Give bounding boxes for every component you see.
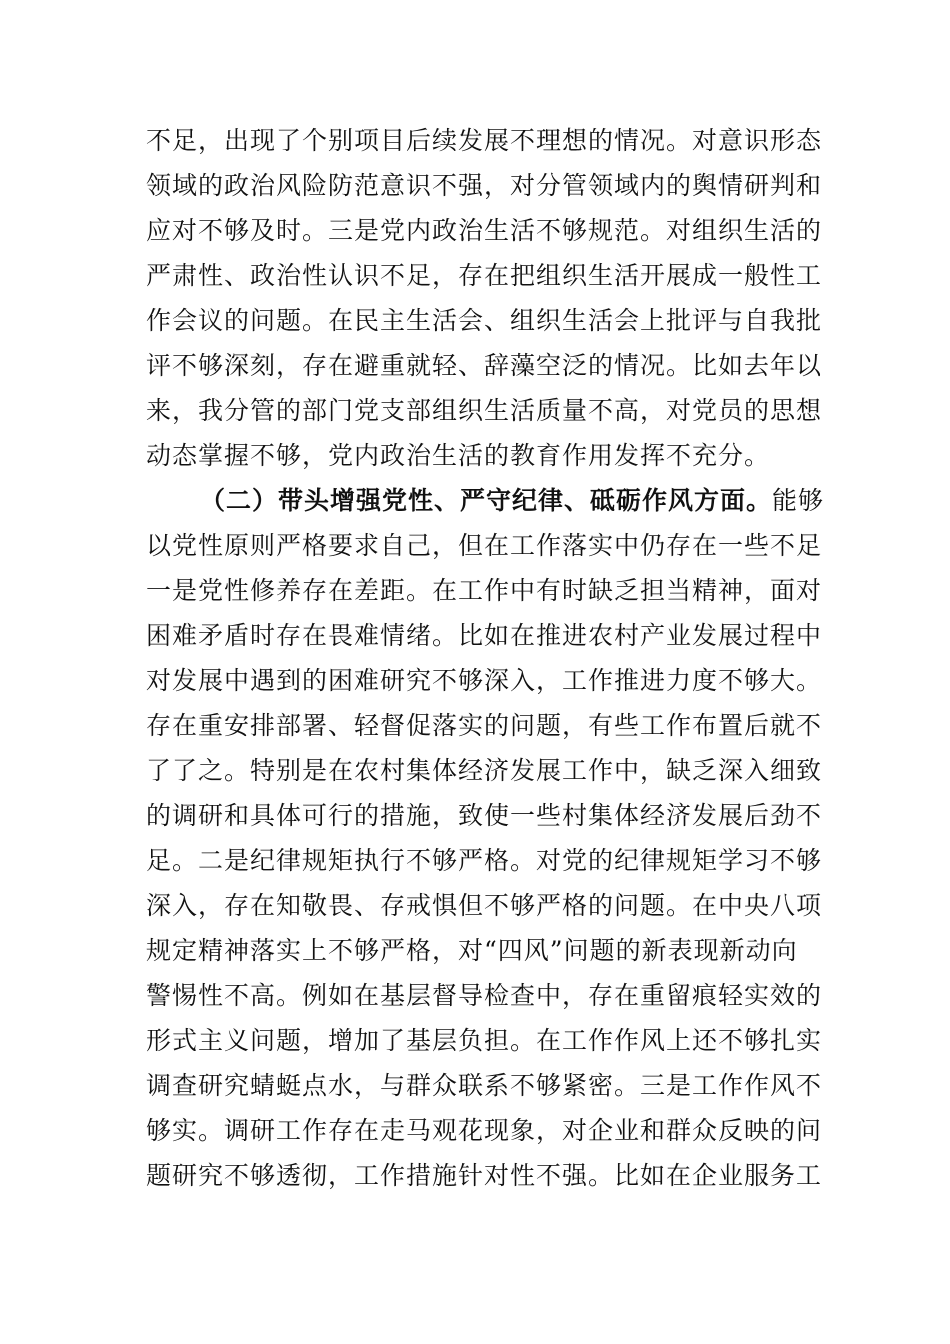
text-line: 形式主义问题，增加了基层负担。在工作作风上还不够扎实: [146, 1026, 823, 1055]
text-line: 警惕性不高。例如在基层督导检查中，存在重留痕轻实效的: [146, 981, 823, 1010]
text-line: 评不够深刻，存在避重就轻、辞藻空泛的情况。比如去年以: [146, 351, 823, 380]
text-line: 应对不够及时。三是党内政治生活不够规范。对组织生活的: [146, 216, 823, 245]
text-line: 足。二是纪律规矩执行不够严格。对党的纪律规矩学习不够: [146, 846, 823, 875]
text-line: 够实。调研工作存在走马观花现象，对企业和群众反映的问: [146, 1116, 823, 1145]
section-heading: （二）带头增强党性、严守纪律、砥砺作风方面。: [200, 486, 773, 515]
paragraph-first-line: [146, 478, 825, 523]
text-line: 严肃性、政治性认识不足，存在把组织生活开展成一般性工: [146, 261, 823, 290]
text-fragment: 能够: [772, 486, 825, 515]
text-line: 以党性原则严格要求自己，但在工作落实中仍存在一些不足: [146, 531, 823, 560]
text-line: 困难矛盾时存在畏难情绪。比如在推进农村产业发展过程中: [146, 621, 823, 650]
text-line: 动态掌握不够，党内政治生活的教育作用发挥不充分。: [146, 441, 771, 470]
text-line: 对发展中遇到的困难研究不够深入，工作推进力度不够大。: [146, 666, 823, 695]
text-line: 调查研究蜻蜓点水，与群众联系不够紧密。三是工作作风不: [146, 1071, 823, 1100]
text-line: 规定精神落实上不够严格，对“四风”问题的新表现新动向: [146, 936, 798, 965]
text-line: 一是党性修养存在差距。在工作中有时缺乏担当精神，面对: [146, 576, 823, 605]
text-line: 来，我分管的部门党支部组织生活质量不高，对党员的思想: [146, 396, 823, 425]
text-line: 题研究不够透彻，工作措施针对性不强。比如在企业服务工: [146, 1161, 823, 1190]
text-line: 了了之。特别是在农村集体经济发展工作中，缺乏深入细致: [146, 756, 823, 785]
text-line: 领域的政治风险防范意识不强，对分管领域内的舆情研判和: [146, 171, 823, 200]
text-line: 深入，存在知敬畏、存戒惧但不够严格的问题。在中央八项: [146, 891, 823, 920]
document-body: [146, 118, 825, 1198]
text-line: 存在重安排部署、轻督促落实的问题，有些工作布置后就不: [146, 711, 823, 740]
text-line: 作会议的问题。在民主生活会、组织生活会上批评与自我批: [146, 306, 823, 335]
text-line: 的调研和具体可行的措施，致使一些村集体经济发展后劲不: [146, 801, 823, 830]
text-line: 不足，出现了个别项目后续发展不理想的情况。对意识形态: [146, 126, 823, 155]
